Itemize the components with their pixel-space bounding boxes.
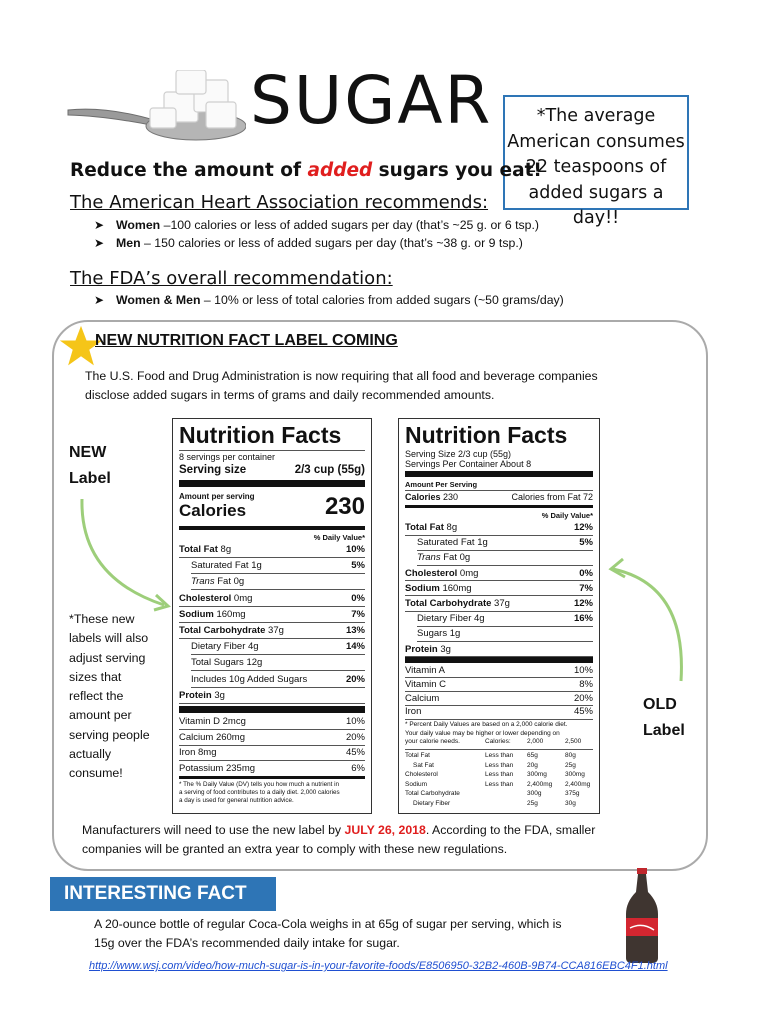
note-line: *These new bbox=[69, 612, 135, 626]
aha-heading: The American Heart Association recommends: bbox=[70, 192, 489, 213]
bullet-label: Women bbox=[116, 218, 161, 232]
dv-table-cell: Total Carbohydrate bbox=[405, 790, 460, 798]
nutrient-dv: 0% bbox=[579, 567, 593, 579]
nutrient-label: Total Fat bbox=[405, 522, 444, 533]
dv-table-cell: 25g bbox=[565, 761, 576, 769]
compliance-date: JULY 26, 2018 bbox=[344, 823, 426, 837]
dv-table-cell: 2,400mg bbox=[565, 780, 591, 788]
dv-table-cell: Less than bbox=[485, 771, 514, 779]
nutrient-amount: Fat 0g bbox=[214, 576, 245, 588]
dv-table-cell: Cholesterol bbox=[405, 771, 438, 779]
nutrient-label: Includes 10g Added Sugars bbox=[191, 673, 308, 685]
dv-table-cell: 80g bbox=[565, 752, 576, 759]
nutrient-dv: 20% bbox=[345, 673, 365, 685]
calories-from-fat: Calories from Fat 72 bbox=[511, 492, 593, 502]
nutrient-amount: 3g bbox=[437, 643, 451, 655]
source-link[interactable]: http://www.wsj.com/video/how-much-sugar-is-in-your-favorite-foods/E8506950-32B2-460B-9B74-CCA816EBC4F1.html bbox=[89, 960, 668, 972]
aha-bullet-women bbox=[94, 218, 539, 232]
callout-line: added sugars a day!! bbox=[528, 182, 664, 228]
nf-nutrient-row bbox=[179, 543, 365, 556]
nutrient-dv: 12% bbox=[573, 522, 593, 533]
nf-footnote-line: * Percent Daily Values are based on a 2,000 calorie diet. bbox=[405, 721, 568, 728]
compliance-text: Manufacturers will need to use the new label by bbox=[82, 823, 345, 837]
bullet-arrow-icon: ➤ bbox=[94, 218, 105, 232]
label-word: Label bbox=[643, 722, 685, 739]
vitamin-dv: 10% bbox=[573, 665, 593, 676]
fact-line: 15g over the FDA’s recommended daily intake for sugar. bbox=[94, 936, 400, 950]
nutrient-label: Sodium bbox=[179, 608, 214, 620]
nf-nutrient-row bbox=[405, 536, 593, 549]
nutrient-label: Sugars bbox=[417, 628, 448, 640]
vitamin-label: Iron 8mg bbox=[179, 747, 217, 758]
nutrient-amount: 4g bbox=[245, 641, 259, 653]
nutrient-label: Total Sugars bbox=[191, 657, 244, 669]
nutrient-amount: 37g bbox=[491, 598, 510, 609]
nf-calories bbox=[405, 492, 593, 503]
nf-nutrient-row bbox=[179, 673, 365, 686]
nf-amount-per-serving: Amount Per Serving bbox=[405, 480, 478, 489]
calories-value: 230 bbox=[440, 492, 459, 502]
nutrient-amount: Fat 0g bbox=[440, 552, 471, 564]
nf-nutrient-row bbox=[179, 575, 365, 588]
bullet-label: Men bbox=[116, 236, 141, 250]
serving-size-note bbox=[69, 610, 169, 784]
vitamin-dv: 6% bbox=[351, 762, 365, 774]
bullet-text: –100 calories or less of added sugars per day (that’s ~25 g. or 6 tsp.) bbox=[160, 218, 539, 232]
dv-table-cell: 375g bbox=[565, 790, 580, 798]
compliance-text: . According to the FDA, smaller bbox=[425, 823, 596, 837]
nutrient-label: Cholesterol bbox=[179, 592, 232, 604]
new-word: NEW bbox=[69, 444, 107, 461]
nf-nutrient-row bbox=[179, 592, 365, 605]
dv-table-cell: Sat Fat bbox=[413, 761, 434, 769]
nutrient-dv: 13% bbox=[345, 625, 365, 636]
vitamin-dv: 45% bbox=[573, 706, 593, 718]
nf-footnote-line: a day is used for general nutrition advice. bbox=[179, 797, 294, 804]
nutrient-label: Dietary Fiber bbox=[191, 641, 246, 653]
old-label-tag bbox=[643, 692, 685, 744]
nutrient-dv: 16% bbox=[573, 613, 593, 625]
nf-nutrient-row bbox=[405, 643, 593, 656]
nutrient-dv: 12% bbox=[573, 598, 593, 609]
nutrient-dv: 14% bbox=[345, 641, 365, 653]
nf-nutrient-row bbox=[179, 624, 365, 637]
nutrient-amount: 1g bbox=[248, 560, 262, 572]
interesting-fact-heading: INTERESTING FACT bbox=[50, 877, 276, 911]
vitamin-dv: 45% bbox=[345, 747, 365, 758]
dv-table-cell: Sodium bbox=[405, 780, 428, 788]
nutrient-label: Total Carbohydrate bbox=[179, 625, 266, 636]
nutrient-dv: 10% bbox=[345, 544, 365, 555]
calories-label: Calories bbox=[405, 492, 441, 502]
sugar-cubes bbox=[150, 70, 236, 128]
serving-size-label: Serving size bbox=[179, 464, 247, 476]
compliance-line: companies will be granted an extra year to comply with these new regulations. bbox=[82, 842, 508, 856]
dv-table-cell: Less than bbox=[485, 752, 514, 759]
nf-vitamin-row bbox=[179, 715, 365, 728]
nf-nutrient-row bbox=[179, 656, 365, 669]
note-line: adjust serving bbox=[69, 650, 146, 665]
nutrient-dv: 7% bbox=[579, 582, 593, 594]
nutrient-label: Saturated Fat bbox=[417, 537, 475, 549]
arrow-to-old-label bbox=[605, 555, 690, 685]
nutrient-label: Protein bbox=[405, 643, 438, 655]
nf-serving-size: Serving Size 2/3 cup (55g) bbox=[405, 449, 512, 459]
dv-table-cell: Total Fat bbox=[405, 752, 430, 759]
old-nutrition-label bbox=[398, 418, 600, 814]
nf-footnote-line: * The % Daily Value (DV) tells you how much a nutrient in bbox=[179, 781, 340, 788]
arrow-to-new-label bbox=[76, 497, 176, 612]
nutrient-label: Cholesterol bbox=[405, 567, 458, 579]
compliance-line bbox=[82, 821, 595, 840]
subhead-emphasis: added bbox=[307, 160, 373, 181]
nutrient-label: Trans bbox=[417, 552, 441, 564]
nf-nutrient-row bbox=[405, 612, 593, 625]
nutrient-amount: 3g bbox=[211, 689, 225, 701]
nf-footnote-line bbox=[405, 738, 593, 747]
vitamin-label: Potassium 235mg bbox=[179, 762, 256, 774]
nf-nutrient-row bbox=[405, 551, 593, 564]
nutrient-dv: 0% bbox=[351, 592, 365, 604]
nutrient-dv: 7% bbox=[351, 608, 365, 620]
nf-nutrient-row bbox=[405, 582, 593, 595]
vitamin-label: Vitamin C bbox=[405, 678, 447, 690]
dv-table-cell: 30g bbox=[565, 800, 576, 807]
new-label-heading: NEW NUTRITION FACT LABEL COMING bbox=[95, 332, 398, 349]
old-word: OLD bbox=[643, 696, 677, 713]
dv-table-cell: 25g bbox=[527, 800, 538, 807]
dv-table-cell: 300mg bbox=[527, 771, 547, 779]
note-line: serving people bbox=[69, 727, 150, 742]
note-line: consume! bbox=[69, 766, 123, 781]
bullet-label: Women & Men bbox=[116, 293, 201, 307]
nf-vitamin-row bbox=[405, 692, 593, 705]
nutrient-label: Dietary Fiber bbox=[417, 613, 472, 625]
nutrient-amount: 160mg bbox=[439, 582, 472, 594]
note-line: amount per bbox=[69, 708, 132, 723]
sugar-spoon-illustration bbox=[66, 70, 246, 150]
nutrient-amount: 4g bbox=[471, 613, 485, 625]
spoon-handle bbox=[68, 109, 156, 126]
nutrient-amount: 1g bbox=[447, 628, 461, 640]
note-line: reflect the bbox=[69, 689, 124, 704]
nf-vitamin-row bbox=[179, 731, 365, 744]
callout-line: American consumes bbox=[507, 131, 685, 152]
vitamin-dv: 10% bbox=[345, 716, 365, 727]
nf-dv-header: % Daily Value* bbox=[313, 533, 365, 542]
fact-line: A 20-ounce bottle of regular Coca-Cola weighs in at 65g of sugar per serving, which is bbox=[94, 917, 562, 931]
nf-servings: 8 servings per container bbox=[179, 452, 276, 462]
dv-table-cell: Less than bbox=[485, 761, 514, 769]
table-head-2500: 2,500 bbox=[565, 738, 582, 745]
nf-nutrient-row bbox=[405, 567, 593, 580]
intro-line: The U.S. Food and Drug Administration is now requiring that all food and beverage companies bbox=[85, 369, 598, 383]
nutrient-amount: 1g bbox=[474, 537, 488, 549]
table-head-label: Calories: bbox=[485, 738, 511, 745]
nutrient-amount: 0mg bbox=[231, 592, 253, 604]
nf-serving-size bbox=[179, 463, 365, 477]
nutrient-label: Saturated Fat bbox=[191, 560, 249, 572]
dv-table-cell: Less than bbox=[485, 780, 514, 788]
callout-line: 22 teaspoons of bbox=[525, 157, 667, 177]
vitamin-dv: 8% bbox=[579, 678, 593, 690]
nf-nutrient-row bbox=[179, 689, 365, 702]
nutrient-amount: 8g bbox=[217, 544, 232, 555]
dv-table-cell: 300g bbox=[527, 790, 542, 798]
nutrient-dv: 5% bbox=[351, 560, 365, 572]
nf-vitamin-row bbox=[179, 762, 365, 775]
nf-nutrient-row bbox=[179, 608, 365, 621]
nutrient-label: Protein bbox=[179, 689, 212, 701]
vitamin-dv: 20% bbox=[345, 731, 365, 743]
nf-nutrient-row bbox=[405, 521, 593, 534]
vitamin-dv: 20% bbox=[573, 692, 593, 704]
nutrient-amount: 37g bbox=[265, 625, 284, 636]
dv-table-cell: 2,400mg bbox=[527, 780, 553, 788]
page-title: SUGAR bbox=[250, 62, 493, 139]
new-nutrition-label bbox=[172, 418, 372, 814]
aha-bullet-men bbox=[94, 236, 523, 250]
vitamin-label: Calcium bbox=[405, 692, 440, 704]
nutrient-label: Total Carbohydrate bbox=[405, 598, 492, 609]
nf-title: Nutrition Facts bbox=[405, 422, 568, 448]
nutrient-label: Trans bbox=[191, 576, 215, 588]
table-head-2000: 2,000 bbox=[527, 738, 544, 745]
nf-vitamin-row bbox=[405, 678, 593, 691]
nf-servings-per: Servings Per Container About 8 bbox=[405, 459, 532, 469]
intro-line: disclose added sugars in terms of grams and daily recommended amounts. bbox=[85, 388, 495, 402]
note-line: actually bbox=[69, 747, 112, 762]
nutrient-amount: 8g bbox=[443, 522, 458, 533]
footnote-text: your calorie needs. bbox=[405, 738, 460, 745]
fda-bullet bbox=[94, 293, 564, 307]
nutrient-amount: 160mg bbox=[213, 608, 246, 620]
nf-footnote-line: a serving of food contributes to a daily diet. 2,000 calories bbox=[179, 789, 340, 796]
cola-bottle-icon bbox=[618, 868, 666, 964]
fda-heading: The FDA’s overall recommendation: bbox=[70, 268, 393, 289]
nf-vitamin-row bbox=[405, 705, 593, 718]
bullet-text: – 10% or less of total calories from added sugars (~50 grams/day) bbox=[200, 293, 564, 307]
bullet-text: – 150 calories or less of added sugars per day (that’s ~38 g. or 9 tsp.) bbox=[140, 236, 523, 250]
nf-nutrient-row bbox=[405, 597, 593, 610]
nf-nutrient-row bbox=[179, 640, 365, 653]
nf-footnote-line: Your daily value may be higher or lower depending on bbox=[405, 729, 560, 737]
calories-label: Calories bbox=[179, 501, 247, 520]
dv-table-cell: 300mg bbox=[565, 771, 585, 779]
nf-dv-header: % Daily Value* bbox=[541, 511, 593, 520]
nutrient-label: Sodium bbox=[405, 582, 440, 594]
nf-amount-per-serving: Amount per serving bbox=[179, 492, 255, 501]
calories-value: 230 bbox=[324, 493, 365, 520]
nf-title: Nutrition Facts bbox=[179, 422, 342, 448]
dv-table-cell: 20g bbox=[527, 761, 538, 769]
vitamin-label: Calcium 260mg bbox=[179, 731, 245, 743]
subheading bbox=[70, 160, 542, 181]
note-line: labels will also bbox=[69, 631, 149, 646]
nutrient-amount: 0mg bbox=[457, 567, 479, 579]
vitamin-label: Vitamin D 2mcg bbox=[179, 716, 246, 727]
nutrient-amount: 12g bbox=[243, 657, 263, 669]
nutrient-label: Total Fat bbox=[179, 544, 218, 555]
vitamin-label: Vitamin A bbox=[405, 665, 445, 676]
dv-table-cell: Dietary Fiber bbox=[413, 800, 451, 807]
nf-vitamin-row bbox=[179, 746, 365, 759]
nf-nutrient-row bbox=[405, 627, 593, 640]
note-line: sizes that bbox=[69, 669, 122, 684]
label-word: Label bbox=[69, 470, 111, 487]
callout-line: *The average bbox=[536, 106, 656, 126]
bullet-arrow-icon: ➤ bbox=[94, 293, 105, 307]
dv-table-cell: 65g bbox=[527, 752, 538, 759]
bullet-arrow-icon: ➤ bbox=[94, 236, 105, 250]
serving-size-value: 2/3 cup (55g) bbox=[294, 464, 365, 476]
nf-nutrient-row bbox=[179, 559, 365, 572]
nf-vitamin-row bbox=[405, 664, 593, 677]
average-sugar-callout bbox=[503, 95, 689, 228]
vitamin-label: Iron bbox=[405, 706, 422, 718]
nutrient-dv: 5% bbox=[579, 537, 593, 549]
subhead-text: sugars you eat! bbox=[372, 160, 542, 181]
subhead-text: Reduce the amount of bbox=[70, 160, 308, 181]
new-label-tag bbox=[69, 440, 111, 492]
